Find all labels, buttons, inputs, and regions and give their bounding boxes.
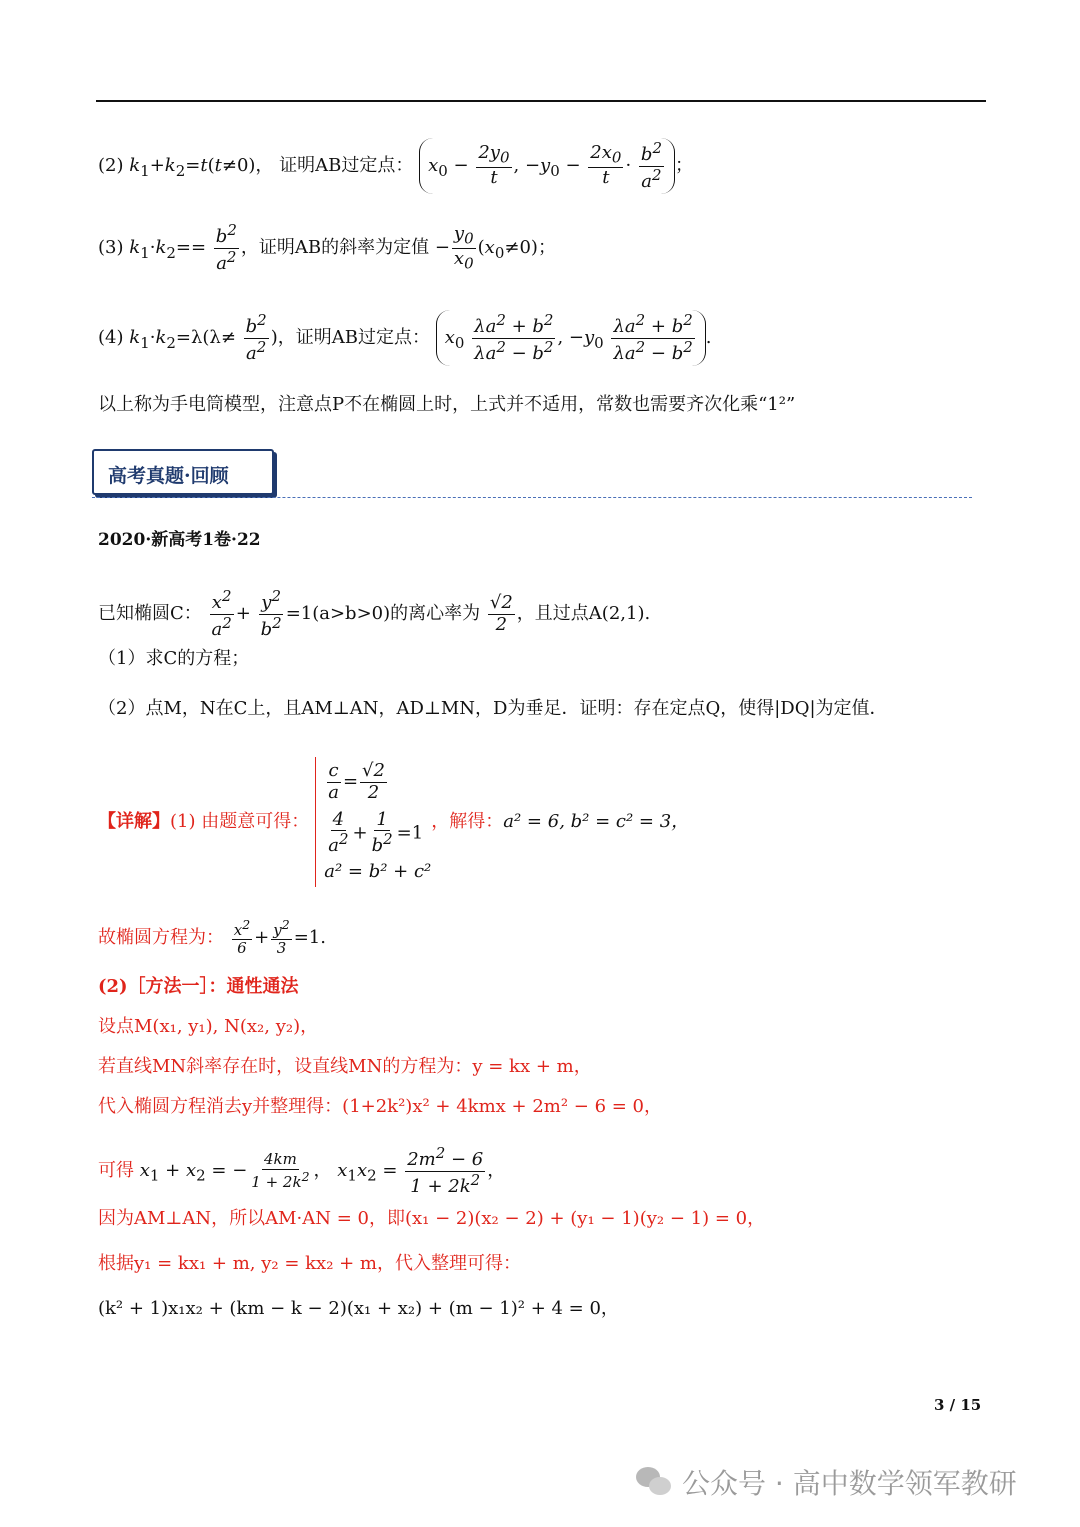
problem-q2: （2）点M，N在C上，且AM⊥AN，AD⊥MN，D为垂足．证明：存在定点Q，使得|DQ|为定值．: [98, 698, 888, 719]
according: 根据y₁ = kx₁ + m, y₂ = kx₂ + m，代入整理可得：: [98, 1253, 521, 1274]
intro-item-2: (2) $k_1+k_2=t(t\ne 0)$， 证明AB过定点： $x_0$ − $\frac{2y_0}{t}$ , $-y_0$ − $\frac{2x_0}{t}$ · $\frac{b^2}{a^2}$ ；: [98, 138, 693, 194]
watermark-text: 公众号 · 高中数学领军教研: [682, 1467, 1017, 1500]
perpendicular: 因为AM⊥AN，所以AM·AN = 0，即(x₁ − 2)(x₂ − 2) + (y₁ − 1)(y₂ − 1) = 0，: [98, 1208, 766, 1229]
item4-point: $x_0$ $\frac{\lambda a^2 + b^2}{\lambda a^2 - b^2}$ , $-y_0$ $\frac{\lambda a^2 + b^2}{\lambda a^2 - b^2}$: [436, 310, 706, 366]
problem-stem: 已知椭圆C： $\frac{x^2}{a^2}$ + $\frac{y^2}{b^2}$ =1(a>b>0)的离心率为 $\frac{√2}{2}$ ，且过点A(2,1).: [98, 587, 651, 640]
problem-source: 2020·新高考1卷·22: [98, 530, 261, 550]
intro-note: 以上称为手电筒模型，注意点P不在椭圆上时，上式并不适用，常数也需要齐次化乘“1²”: [98, 394, 796, 415]
equation-system: $\frac{c}{a}$ = $\frac{√2}{2}$ $\frac{4}{a^2}$ + $\frac{1}{b^2}$ =1 a² = b² + c²: [315, 757, 431, 887]
header-rule: [96, 100, 986, 102]
watermark: [636, 1462, 1017, 1502]
item2-text: 证明AB过定点：: [279, 155, 414, 177]
ellipse-equation: 故椭圆方程为： $\frac{x^2}{6}$ + $\frac{y^2}{3}$ =1.: [98, 917, 326, 958]
solve-result: a² = 6, b² = c² = 3，: [503, 811, 690, 832]
wechat-icon: [636, 1467, 672, 1497]
set-points: 设点M(x₁, y₁), N(x₂, y₂)，: [98, 1016, 319, 1037]
method-one-title: (2)［方法一］：通性通法: [98, 976, 299, 997]
line-equation: 若直线MN斜率存在时，设直线MN的方程为：y = kx + m，: [98, 1056, 592, 1077]
section-box: [92, 449, 274, 495]
final-equation: (k² + 1)x₁x₂ + (km − k − 2)(x₁ + x₂) + (m − 1)² + 4 = 0，: [98, 1298, 619, 1319]
item2-point: $x_0$ − $\frac{2y_0}{t}$ , $-y_0$ − $\frac{2x_0}{t}$ · $\frac{b^2}{a^2}$: [419, 138, 675, 194]
section-box-title: 高考真题·回顾: [108, 465, 229, 487]
section-dashed-rule: [92, 497, 972, 498]
page-number: 3 / 15: [934, 1396, 982, 1414]
intro-item-3: (3) $k_1\cdot k_2==$ $\frac{b^2}{a^2}$ ，证明AB的斜率为定值 − $\frac{y_0}{x_0}$ $(x_0\ne 0)$；: [98, 221, 556, 274]
eq3: a² = b² + c²: [324, 860, 432, 882]
intro-item-4: (4) $k_1\cdot k_2=\lambda(\lambda\ne$ $\frac{b^2}{a^2}$ )，证明AB过定点： $x_0$ $\frac{\lambda a^2 + b^2}{\lambda a^2 - b^2}$ , $-y_0$ $\frac{\lambda a^2 + b^2}{\lambda a^2 - b^2}$ .: [98, 310, 712, 366]
vieta: 可得 $x_1 + x_2$ = − $\frac{4km}{1 + 2k^2}$ ， $x_1x_2$ = $\frac{2m^2 - 6}{1 + 2k^2}$ ，: [98, 1144, 506, 1197]
substitute: 代入椭圆方程消去y并整理得：(1+2k²)x² + 4kmx + 2m² − 6 = 0，: [98, 1096, 663, 1117]
problem-q1: （1）求C的方程；: [98, 648, 250, 669]
solution-part1: 【详解】 (1) 由题意可得： $\frac{c}{a}$ = $\frac{√2}{2}$ $\frac{4}{a^2}$ + $\frac{1}{b^2}$ =1 a² = b² + c² ，解得： a² = 6, b² = c² = 3，: [98, 742, 689, 902]
